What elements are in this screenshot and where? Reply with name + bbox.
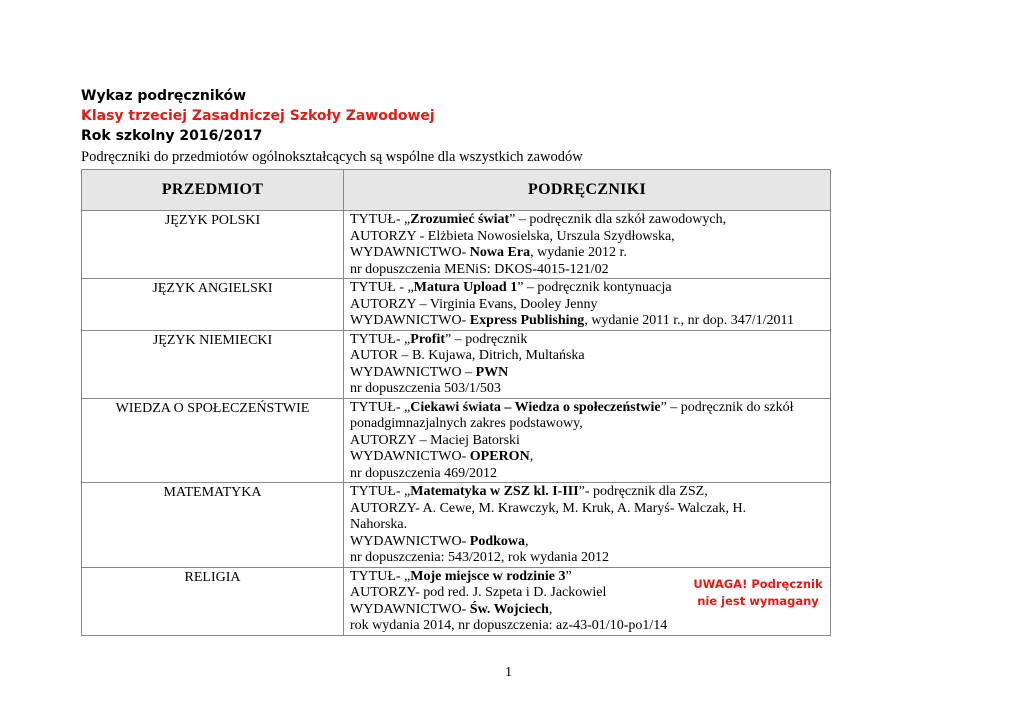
textbook-line-post: , [548, 601, 553, 617]
table-header-row [82, 170, 831, 211]
textbook-line [350, 534, 830, 551]
textbook-line-pre: AUTOR – B. Kujawa, Ditrich, Multańska [350, 348, 585, 363]
textbook-line-post: , wydanie 2011 r., nr dop. 347/1/2011 [584, 313, 795, 328]
school-year: Rok szkolny 2016/2017 [81, 128, 263, 144]
textbook-line-pre: TYTUŁ- „ [350, 399, 411, 415]
textbook-line-bold: Zrozumieć świat [410, 212, 510, 227]
subject-cell: JĘZYK ANGIELSKI [82, 279, 344, 331]
textbook-cell [344, 483, 831, 568]
textbook-line-bold: Moje miejsce w rodzinie 3 [410, 568, 566, 584]
column-header-subject: PRZEDMIOT [82, 170, 344, 211]
textbook-line [350, 618, 830, 635]
textbook-line-pre: nr dopuszczenia MENiS: DKOS-4015-121/02 [350, 261, 609, 277]
textbook-line-pre: WYDAWNICTWO – [350, 364, 476, 380]
textbook-line [350, 400, 830, 417]
textbook-line-pre: WYDAWNICTWO- [350, 601, 470, 617]
textbook-line-bold: Matura Upload 1 [413, 280, 518, 295]
textbook-line [350, 449, 830, 466]
textbook-line-pre: AUTORZY – Virginia Evans, Dooley Jenny [350, 296, 598, 312]
textbook-line [350, 229, 830, 246]
textbook-line [350, 348, 830, 365]
textbook-line-pre: nr dopuszczenia: 543/2012, rok wydania 2012 [350, 550, 609, 565]
textbook-line-post: ” [565, 568, 572, 584]
table-row [82, 483, 831, 568]
document-title: Wykaz podręczników [81, 88, 247, 104]
subject-cell: WIEDZA O SPOŁECZEŃSTWIE [82, 398, 344, 483]
textbook-line-pre: AUTORZY- pod red. J. Szpeta i D. Jackowiel [350, 585, 607, 600]
page-number: 1 [505, 665, 512, 680]
textbook-line-pre: rok wydania 2014, nr dopuszczenia: az-43-01/10-po1/14 [350, 618, 668, 633]
textbook-line [350, 501, 830, 518]
textbook-line-bold: OPERON [469, 449, 530, 464]
textbook-line-bold: Ciekawi świata – Wiedza o społeczeństwie [410, 399, 661, 415]
textbook-table [81, 169, 831, 636]
table-row [82, 330, 831, 398]
textbook-line-bold: PWN [475, 364, 509, 380]
textbook-line-pre: AUTORZY- A. Cewe, M. Krawczyk, M. Kruk, A. Maryś- Walczak, H. [350, 500, 747, 516]
textbook-line-pre: WYDAWNICTWO- [350, 313, 470, 328]
textbook-line [350, 212, 830, 229]
subject-cell: RELIGIA [82, 567, 344, 635]
textbook-cell [344, 330, 831, 398]
subtitle: Podręczniki do przedmiotów ogólnokształcących są wspólne dla wszystkich zawodów [81, 149, 583, 165]
optional-textbook-note [686, 576, 830, 610]
textbook-line [350, 517, 830, 534]
textbook-line [350, 550, 830, 567]
textbook-line-bold: Podkowa [469, 533, 526, 549]
textbook-line [350, 365, 830, 382]
textbook-line-post: ” – podręcznik kontynuacja [517, 280, 672, 295]
textbook-line [350, 297, 830, 314]
textbook-line-pre: nr dopuszczenia 503/1/503 [350, 381, 501, 396]
textbook-line [350, 416, 830, 433]
textbook-line-pre: AUTORZY – Maciej Batorski [350, 432, 520, 448]
textbook-line-post: , [525, 533, 529, 549]
textbook-line-post: ”- podręcznik dla ZSZ, [578, 484, 708, 499]
textbook-line-pre: WYDAWNICTWO- [350, 533, 470, 549]
school-name: Klasy trzeciej Zasadniczej Szkoły Zawodowej [81, 108, 435, 124]
textbook-line-pre: WYDAWNICTWO- [350, 245, 470, 260]
table-row [82, 211, 831, 279]
textbook-line-pre: TYTUŁ- „ [350, 331, 411, 347]
textbook-line [350, 466, 830, 483]
table-row [82, 279, 831, 331]
textbook-line-bold: Św. Wojciech [469, 601, 549, 617]
textbook-line-bold: Nowa Era [469, 245, 531, 260]
table-row [82, 398, 831, 483]
textbook-line-bold: Express Publishing [469, 313, 585, 328]
textbook-line-pre: Nahorska. [350, 517, 408, 532]
textbook-line [350, 245, 830, 262]
textbook-line-post: ” – podręcznik [445, 331, 528, 347]
textbook-line-post: ” – podręcznik do szkół [660, 399, 794, 415]
textbook-line [350, 381, 830, 398]
textbook-line-pre: TYTUŁ - „ [350, 280, 414, 295]
note-line-2: nie jest wymagany [697, 594, 819, 608]
column-header-textbooks: PODRĘCZNIKI [344, 170, 831, 211]
subject-cell: JĘZYK NIEMIECKI [82, 330, 344, 398]
textbook-line [350, 280, 830, 297]
textbook-line-post: , [529, 449, 534, 464]
textbook-cell [344, 279, 831, 331]
textbook-line-pre: ponadgimnazjalnych zakres podstawowy, [350, 416, 583, 431]
textbook-line [350, 332, 830, 349]
textbook-line-pre: WYDAWNICTWO- [350, 449, 470, 464]
note-line-1: UWAGA! Podręcznik [693, 577, 823, 591]
textbook-line [350, 313, 830, 330]
subject-cell: JĘZYK POLSKI [82, 211, 344, 279]
textbook-line-pre: TYTUŁ- „ [350, 568, 411, 584]
textbook-line-bold: Profit [410, 331, 445, 347]
textbook-line [350, 262, 830, 279]
textbook-line-pre: AUTORZY - Elżbieta Nowosielska, Urszula Szydłowska, [350, 228, 675, 244]
textbook-line-post: , wydanie 2012 r. [530, 245, 627, 260]
textbook-line-bold: Matematyka w ZSZ kl. I-III [410, 484, 579, 499]
textbook-line [350, 433, 830, 450]
subject-cell: MATEMATYKA [82, 483, 344, 568]
textbook-cell [344, 211, 831, 279]
textbook-line-pre: nr dopuszczenia 469/2012 [350, 465, 497, 481]
textbook-line-pre: TYTUŁ- „ [350, 212, 411, 227]
textbook-cell [344, 398, 831, 483]
textbook-line-post: ” – podręcznik dla szkół zawodowych, [509, 212, 727, 227]
textbook-line [350, 484, 830, 501]
textbook-line-pre: TYTUŁ- „ [350, 484, 411, 499]
